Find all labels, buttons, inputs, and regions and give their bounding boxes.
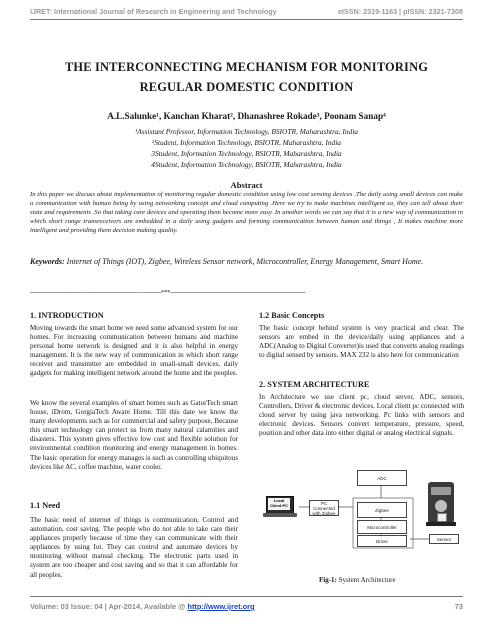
paper-title-line2: REGULAR DOMESTIC CONDITION: [139, 80, 354, 94]
abstract-text: In this paper we discuss about implementation of monitoring regular domestic condition using low cost sensing devices .The daily using small devices can make a communication with human being by using networking concept and cloud computing .Here we try to make machines intelligent so, they can tell about their state and requirements .So that taking care devices and operating them become more easy. In another words we can say that it is a new way of communication in which short range transreceivers are embedded in a daily using gadgets and forming communication between human and things , It makes machine more intelligent and providing them decision making quality.: [30, 191, 463, 234]
footer: [30, 602, 463, 611]
adc-box: ADC: [357, 470, 407, 486]
affiliation-4: 4Student, Information Technology, BSIOTR, Maharashtra, India: [151, 160, 342, 169]
paper-title-line1: THE INTERCONNECTING MECHANISM FOR MONITORING: [64, 60, 429, 74]
sensor-box: Sensor: [429, 534, 459, 544]
driver-box: Driver: [357, 535, 407, 547]
local-client-label: Local Client PC: [268, 498, 290, 510]
affiliation-1: ¹Assistant Professor, Information Technology, BSIOTR, Maharashtra, India: [135, 127, 358, 136]
figure-caption-text: System Architecture: [338, 576, 396, 584]
figure-caption: [319, 576, 396, 584]
affiliation-3: 3Student, Information Technology, BSIOTR, Maharashtra, India: [151, 149, 342, 158]
basic-concepts-paragraph: The basic concept behind system is very practical and clear. The sensors are embed in the device/daily using appliances and a ADC(Analog to Digital Converter)is used that converts analog readings to digital sensed by sensors. MAX 232 is also here for communication: [259, 324, 464, 360]
abstract-heading: Abstract: [230, 180, 263, 190]
section-separator: --------------------------------------------------------------------***----------------------------------------------------------------------: [30, 289, 306, 296]
intro-paragraph-2: We know the several examples of smart homes such as GatorTech smart house, iDrom, GorgiaTech Aware Home. Till this date we know the many developments such as for commercial and safety purpose, Because this smart technology can protect us from many natural calamities and disasters. This system gives effective low cost and flexible solution for environmental condition monitoring and energy management in homes. The basic operation for energy manages is such as controlling ubiquitous devices like AC, coffee machine, water cooler.: [30, 399, 238, 471]
architecture-heading: 2. SYSTEM ARCHITECTURE: [259, 380, 370, 389]
architecture-paragraph: In Architecture we use client pc, cloud server, ADC, sensors, Controllers, Driver & electronic devices. Local client pc connected with cloud server by using java networking. Pc links with sensors and electronic devices. Sensors convert temperature, pressure, speed, position and other data into either digital or analog electrical signals.: [259, 393, 464, 438]
laptop-icon: [263, 496, 297, 518]
system-architecture-figure: [259, 462, 464, 572]
microcontroller-box: Microcontroller: [357, 520, 407, 534]
affiliation-2: ²Student, Information Technology, BSIOTR, Maharashtra, India: [152, 138, 341, 147]
pc-zigbee-box: PC Connected with Zigbee: [309, 500, 339, 516]
keywords-label: Keywords:: [30, 257, 65, 266]
zigbee-box: Zigbee: [357, 502, 407, 518]
footer-rule: [30, 596, 463, 597]
basic-concepts-heading: 1.2 Basic Concepts: [259, 311, 325, 320]
intro-paragraph-1: Moving towards the smart home we need some advanced system for our homes. For increasing communication between humans and machine personal home network is designed and it is also helpful in energy management. It is the new way of communication in which short range receiver and transmitter are embedded in small-small devices, daily gadgets for making intelligent network around the home and the peoples.: [30, 324, 238, 378]
header-rule: [30, 19, 463, 20]
coffee-machine-icon: [426, 482, 456, 526]
journal-header: IJRET: International Journal of Research in Engineering and Technology: [30, 7, 277, 16]
need-heading: 1.1 Need: [30, 501, 61, 510]
keywords-text: Internet of Things (IOT), Zigbee, Wireless Sensor network, Microcontroller, Energy Management, Smart Home.: [66, 257, 424, 266]
issn-header: eISSN: 2319-1163 | pISSN: 2321-7308: [337, 7, 463, 16]
page-number: 73: [454, 602, 463, 611]
footer-volume: Volume: 03 Issue: 04 | Apr-2014, Available @: [30, 602, 186, 611]
author-list: A.L.Salunke¹, Kanchan Kharat², Dhanashree Rokade³, Poonam Sanap⁴: [107, 111, 386, 121]
need-paragraph: The basic need of internet of things is communication, Control and automation, cost saving. The people who do not able to take care their appliances properly because of time they can communicate with their appliances by using Iot. They can control and automate devices by monitoring without manual checking. The electronic parts used in system are too cheaper and cost saving and so that it can affordable for all peoples.: [30, 516, 238, 579]
intro-heading: 1. INTRODUCTION: [30, 311, 104, 320]
journal-link[interactable]: http://www.ijret.org: [187, 602, 255, 611]
figure-caption-label: Fig-1:: [319, 576, 337, 584]
keywords: [30, 255, 463, 269]
